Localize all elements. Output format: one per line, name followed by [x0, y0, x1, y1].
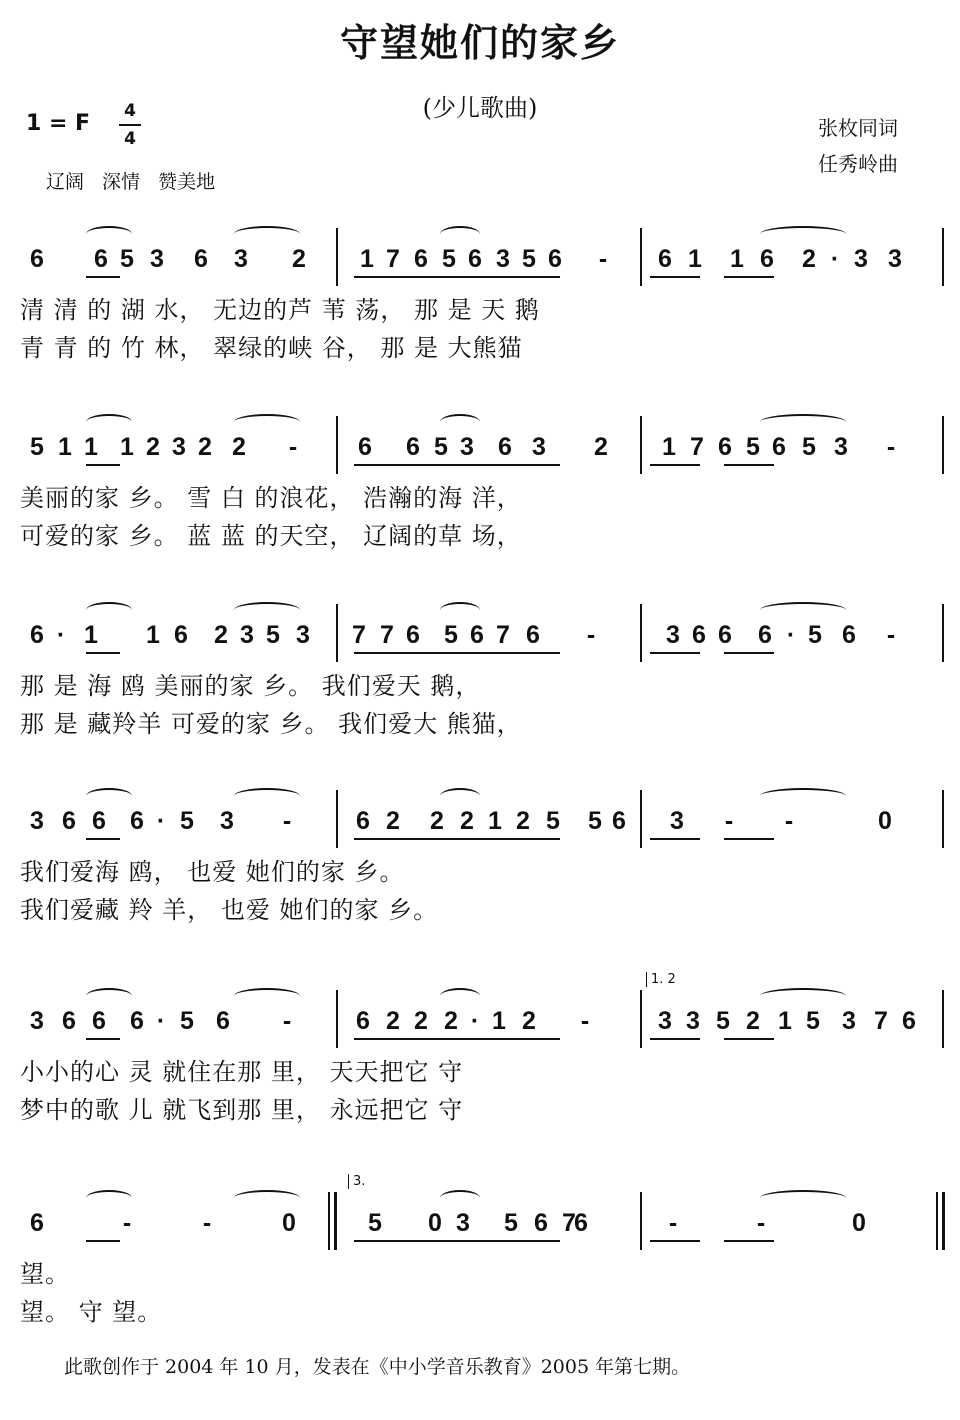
- volta-bracket: 3.: [348, 1174, 365, 1189]
- note: 6: [94, 245, 108, 273]
- note: 3: [30, 807, 44, 835]
- note: 3: [240, 621, 254, 649]
- slur: [440, 226, 480, 242]
- bar-line: [328, 1192, 330, 1250]
- note: 3: [670, 807, 684, 835]
- note: 2: [594, 433, 608, 461]
- note: 2: [414, 1007, 428, 1035]
- note: 7: [496, 621, 510, 649]
- meter-bottom: 4: [124, 129, 136, 149]
- note: -: [756, 1209, 766, 1237]
- beam-line: [86, 1240, 120, 1242]
- tempo-marking: 辽阔 深情 赞美地: [46, 171, 216, 193]
- note: 5: [266, 621, 280, 649]
- bar-line: [640, 790, 642, 848]
- note: 6: [692, 621, 706, 649]
- beam-line: [650, 276, 700, 278]
- note: 6: [30, 621, 44, 649]
- note: 6: [498, 433, 512, 461]
- note: 3: [834, 433, 848, 461]
- note: 0: [852, 1209, 866, 1237]
- beam-line: [354, 276, 560, 278]
- note: 1: [84, 621, 98, 649]
- slur: [234, 226, 300, 242]
- note: -: [580, 1007, 590, 1035]
- beam-line: [354, 838, 560, 840]
- note: 0: [282, 1209, 296, 1237]
- note: 6: [356, 807, 370, 835]
- note: 1: [688, 245, 702, 273]
- slur: [234, 1190, 300, 1206]
- beam-line: [724, 652, 774, 654]
- note: 1: [58, 433, 72, 461]
- note: -: [122, 1209, 132, 1237]
- note: 2: [232, 433, 246, 461]
- note: 5: [434, 433, 448, 461]
- final-barline: [936, 1192, 938, 1250]
- note: 5: [806, 1007, 820, 1035]
- note: 1: [146, 621, 160, 649]
- note: 3: [658, 1007, 672, 1035]
- note: -: [668, 1209, 678, 1237]
- note: 6: [772, 433, 786, 461]
- slur: [234, 414, 300, 430]
- bar-line: [942, 790, 944, 848]
- note: 3: [842, 1007, 856, 1035]
- note: 6: [30, 1209, 44, 1237]
- note: 2: [214, 621, 228, 649]
- note: 6: [758, 621, 772, 649]
- beam-line: [86, 1038, 120, 1040]
- slur: [86, 788, 132, 804]
- song-title: 守望她们的家乡: [339, 20, 620, 65]
- note-row: [0, 1174, 960, 1268]
- note: 6: [718, 433, 732, 461]
- note: 6: [356, 1007, 370, 1035]
- note: 6: [612, 807, 626, 835]
- slur: [760, 1190, 846, 1206]
- note: 1: [120, 433, 134, 461]
- beam-line: [86, 838, 120, 840]
- note: 3: [234, 245, 248, 273]
- beam-line: [86, 276, 120, 278]
- note: 1: [84, 433, 98, 461]
- beam-line: [724, 276, 774, 278]
- song-subtitle: (少儿歌曲): [422, 94, 538, 122]
- slur: [760, 988, 846, 1004]
- note: 5: [522, 245, 536, 273]
- note: 5: [802, 433, 816, 461]
- note: 1: [778, 1007, 792, 1035]
- note: 2: [430, 807, 444, 835]
- note: 3: [532, 433, 546, 461]
- lyric-line-2: 望。 守 望。: [20, 1298, 163, 1326]
- note: 6: [902, 1007, 916, 1035]
- beam-line: [86, 464, 120, 466]
- note: 2: [516, 807, 530, 835]
- bar-line: [336, 228, 338, 286]
- note: 7: [386, 245, 400, 273]
- note: 6: [548, 245, 562, 273]
- note: 7: [352, 621, 366, 649]
- bar-line: [336, 790, 338, 848]
- note: ·: [156, 1007, 166, 1035]
- note: -: [784, 807, 794, 835]
- slur: [234, 602, 300, 618]
- note: 3: [150, 245, 164, 273]
- note: ·: [786, 621, 796, 649]
- note: 5: [30, 433, 44, 461]
- note: 5: [180, 1007, 194, 1035]
- note: 2: [386, 1007, 400, 1035]
- note: 6: [216, 1007, 230, 1035]
- note: 1: [360, 245, 374, 273]
- note: 2: [802, 245, 816, 273]
- beam-line: [650, 464, 700, 466]
- beam-line: [650, 1038, 700, 1040]
- note: 3: [854, 245, 868, 273]
- note: 5: [504, 1209, 518, 1237]
- bar-line: [640, 228, 642, 286]
- slur: [86, 988, 132, 1004]
- note: -: [724, 807, 734, 835]
- slur: [86, 226, 132, 242]
- beam-line: [354, 1038, 560, 1040]
- bar-line: [640, 416, 642, 474]
- note: 6: [406, 621, 420, 649]
- bar-line: [942, 604, 944, 662]
- note: 6: [468, 245, 482, 273]
- bar-line: [942, 1192, 945, 1250]
- lyric-line-1: 我们爱海 鸥， 也爱 她们的家 乡。: [20, 858, 405, 886]
- note: 6: [30, 245, 44, 273]
- note: 0: [878, 807, 892, 835]
- slur: [760, 414, 846, 430]
- note: -: [282, 1007, 292, 1035]
- note: 6: [62, 1007, 76, 1035]
- meter-top: 4: [124, 101, 136, 121]
- note: 3: [888, 245, 902, 273]
- beam-line: [724, 838, 774, 840]
- note: 6: [92, 1007, 106, 1035]
- note: 7: [380, 621, 394, 649]
- beam-line: [354, 652, 560, 654]
- bar-line: [336, 604, 338, 662]
- note: 5: [442, 245, 456, 273]
- bar-line: [942, 416, 944, 474]
- slur: [86, 602, 132, 618]
- note: 5: [444, 621, 458, 649]
- note: 6: [718, 621, 732, 649]
- note: -: [586, 621, 596, 649]
- lyric-line-2: 梦中的歌 儿 就飞到那 里， 永远把它 守: [20, 1096, 464, 1124]
- note: 3: [30, 1007, 44, 1035]
- note: 5: [180, 807, 194, 835]
- note: 2: [386, 807, 400, 835]
- note: 1: [492, 1007, 506, 1035]
- repeat-barline: [334, 1192, 337, 1250]
- slur: [234, 788, 300, 804]
- note: 6: [130, 1007, 144, 1035]
- note: 3: [296, 621, 310, 649]
- composer-credit: 任秀岭曲: [818, 152, 898, 176]
- beam-line: [650, 838, 700, 840]
- note: -: [282, 807, 292, 835]
- slur: [234, 988, 300, 1004]
- bar-line: [336, 416, 338, 474]
- note: 2: [522, 1007, 536, 1035]
- lyric-line-1: 那 是 海 鸥 美丽的家 乡。 我们爱天 鹅，: [20, 672, 481, 700]
- note: 3: [456, 1209, 470, 1237]
- slur: [440, 788, 480, 804]
- note: 1: [488, 807, 502, 835]
- note: 3: [460, 433, 474, 461]
- slur: [440, 1190, 480, 1206]
- beam-line: [354, 464, 560, 466]
- note: 2: [460, 807, 474, 835]
- note: 2: [746, 1007, 760, 1035]
- note: 3: [496, 245, 510, 273]
- note: 1: [730, 245, 744, 273]
- note: 7: [874, 1007, 888, 1035]
- lyric-line-1: 清 清 的 湖 水， 无边的芦 苇 荡， 那 是 天 鹅: [20, 296, 540, 324]
- note: 3: [220, 807, 234, 835]
- note: 6: [358, 433, 372, 461]
- note: 6: [130, 807, 144, 835]
- note: 6: [194, 245, 208, 273]
- slur: [86, 1190, 132, 1206]
- bar-line: [942, 228, 944, 286]
- lyric-line-2: 我们爱藏 羚 羊， 也爱 她们的家 乡。: [20, 896, 439, 924]
- note: 6: [414, 245, 428, 273]
- note: 6: [842, 621, 856, 649]
- lyric-line-1: 望。: [20, 1260, 70, 1288]
- key-signature: 1 = F: [26, 111, 91, 136]
- slur: [760, 788, 846, 804]
- volta-bracket: 1. 2: [646, 972, 676, 987]
- beam-line: [724, 1240, 774, 1242]
- beam-line: [86, 652, 120, 654]
- lyric-line-1: 美丽的家 乡。 雪 白 的浪花， 浩瀚的海 洋，: [20, 484, 522, 512]
- note: 5: [120, 245, 134, 273]
- note: 3: [686, 1007, 700, 1035]
- beam-line: [354, 1240, 560, 1242]
- note: 6: [92, 807, 106, 835]
- note: -: [202, 1209, 212, 1237]
- slur: [760, 226, 846, 242]
- beam-line: [650, 1240, 700, 1242]
- note: 2: [146, 433, 160, 461]
- note: 6: [526, 621, 540, 649]
- note: -: [886, 621, 896, 649]
- note: 6: [574, 1209, 588, 1237]
- lyric-line-1: 小小的心 灵 就住在那 里， 天天把它 守: [20, 1058, 464, 1086]
- bar-line: [640, 604, 642, 662]
- note: -: [886, 433, 896, 461]
- time-signature: [120, 98, 140, 152]
- note: 2: [198, 433, 212, 461]
- note: 1: [662, 433, 676, 461]
- note: ·: [56, 621, 66, 649]
- note: 6: [406, 433, 420, 461]
- slur: [440, 414, 480, 430]
- lyric-line-2: 青 青 的 竹 林， 翠绿的峡 谷， 那 是 大熊猫: [20, 334, 523, 362]
- slur: [86, 414, 132, 430]
- note: 5: [588, 807, 602, 835]
- note: 6: [174, 621, 188, 649]
- note: 7: [562, 1209, 576, 1237]
- note: 6: [534, 1209, 548, 1237]
- note: 6: [658, 245, 672, 273]
- slur: [440, 988, 480, 1004]
- note: 5: [808, 621, 822, 649]
- bar-line: [640, 1192, 642, 1250]
- note: 7: [690, 433, 704, 461]
- footnote: 此歌创作于 2004 年 10 月，发表在《中小学音乐教育》2005 年第七期。: [64, 1356, 691, 1378]
- note: ·: [156, 807, 166, 835]
- note: 5: [546, 807, 560, 835]
- note: 0: [428, 1209, 442, 1237]
- lyric-line-2: 可爱的家 乡。 蓝 蓝 的天空， 辽阔的草 场，: [20, 522, 522, 550]
- note: ·: [830, 245, 840, 273]
- note: 2: [292, 245, 306, 273]
- bar-line: [942, 990, 944, 1048]
- slur: [760, 602, 846, 618]
- lyricist-credit: 张枚同词: [818, 116, 898, 140]
- note: 3: [666, 621, 680, 649]
- note: -: [288, 433, 298, 461]
- beam-line: [724, 1038, 774, 1040]
- note: 6: [470, 621, 484, 649]
- beam-line: [650, 652, 700, 654]
- slur: [440, 602, 480, 618]
- note: 5: [368, 1209, 382, 1237]
- bar-line: [640, 990, 642, 1048]
- note: 6: [760, 245, 774, 273]
- note: 2: [444, 1007, 458, 1035]
- beam-line: [724, 464, 774, 466]
- note: -: [598, 245, 608, 273]
- note: 5: [746, 433, 760, 461]
- note: ·: [470, 1007, 480, 1035]
- note: 3: [172, 433, 186, 461]
- lyric-line-2: 那 是 藏羚羊 可爱的家 乡。 我们爱大 熊猫，: [20, 710, 522, 738]
- note: 5: [716, 1007, 730, 1035]
- bar-line: [336, 990, 338, 1048]
- note: 6: [62, 807, 76, 835]
